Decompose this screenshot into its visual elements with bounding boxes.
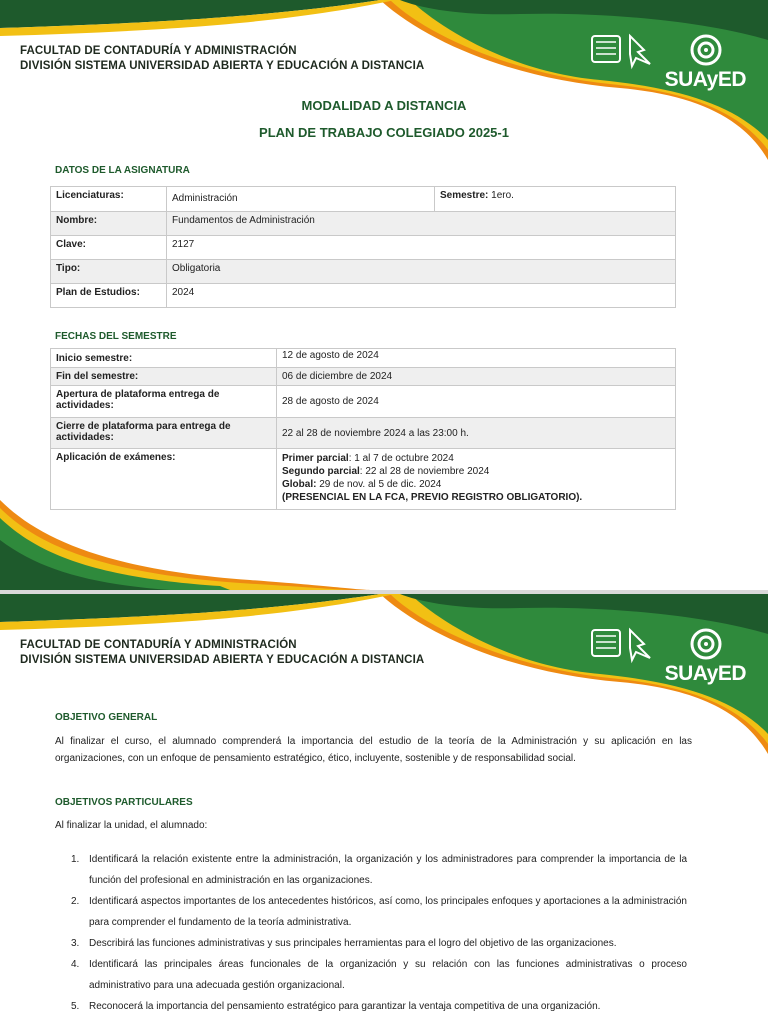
segundo-parcial-line — [282, 465, 670, 478]
list-item-number: 5. — [71, 1001, 80, 1012]
list-item-text: Reconocerá la importancia del pensamiento estratégico para garantizar la ventaja competitiva de una organización. — [89, 1001, 601, 1012]
segundo-value: : 22 al 28 de noviembre 2024 — [359, 466, 490, 477]
fin-label: Fin del semestre: — [51, 368, 277, 386]
list-item-text: Describirá las funciones administrativas y sus principales herramientas para el logro del objetivo de las organizaciones. — [89, 938, 617, 949]
fca-eagle-icon — [630, 630, 650, 660]
suayed-logo-text: SUAyED — [664, 68, 746, 91]
nombre-label: Nombre: — [51, 212, 167, 236]
cierre-value: 22 al 28 de noviembre 2024 a las 23:00 h. — [277, 418, 676, 449]
table-row — [51, 236, 676, 260]
apertura-label: Apertura de plataforma entrega de actividades: — [51, 386, 277, 418]
institution-line-2: DIVISIÓN SISTEMA UNIVERSIDAD ABIERTA Y EDUCACIÓN A DISTANCIA — [20, 654, 425, 666]
objetivo-general-text: Al finalizar el curso, el alumnado comprenderá la importancia del estudio de la teoría de la Administración y su aplicación en las organizaciones, con un enfoque de pensamiento estratégico, ético, incluyente, sostenible y de responsabilidad social. — [55, 736, 692, 764]
examenes-label: Aplicación de exámenes: — [51, 449, 277, 510]
list-item — [55, 849, 687, 891]
unam-shield-icon — [592, 36, 620, 62]
table-row — [51, 260, 676, 284]
apertura-value: 28 de agosto de 2024 — [277, 386, 676, 418]
list-item-number: 4. — [71, 959, 80, 970]
institution-line-1: FACULTAD DE CONTADURÍA Y ADMINISTRACIÓN — [20, 45, 297, 57]
plan-label: Plan de Estudios: — [51, 284, 167, 308]
list-item-number: 3. — [71, 938, 80, 949]
unam-shield-icon — [592, 630, 620, 656]
document-page-2 — [0, 594, 768, 1024]
inicio-label: Inicio semestre: — [51, 349, 277, 368]
primer-label: Primer parcial — [282, 453, 349, 464]
objetivos-intro: Al finalizar la unidad, el alumnado: — [55, 820, 208, 831]
table-row — [51, 418, 676, 449]
table-row — [51, 284, 676, 308]
fechas-section-title: FECHAS DEL SEMESTRE — [55, 331, 177, 342]
global-line — [282, 478, 670, 491]
fin-value: 06 de diciembre de 2024 — [277, 368, 676, 386]
global-value: 29 de nov. al 5 de dic. 2024 — [316, 479, 442, 490]
semestre-label: Semestre: — [440, 190, 489, 201]
semestre-value: 1ero. — [488, 190, 514, 201]
list-item-text: Identificará la relación existente entre la administración, la organización y los administradores para comprender la importancia de la función del profesional en administración en las organizaciones. — [89, 854, 687, 886]
datos-section-title: DATOS DE LA ASIGNATURA — [55, 165, 190, 176]
list-item-text: Identificará las principales áreas funcionales de la organización y su relación con las funciones administrativas o proceso administrativo para una adecuada gestión organizacional. — [89, 959, 687, 991]
inicio-value: 12 de agosto de 2024 — [277, 349, 676, 368]
table-row — [51, 212, 676, 236]
plan-title: PLAN DE TRABAJO COLEGIADO 2025-1 — [259, 125, 509, 140]
list-item-number: 2. — [71, 896, 80, 907]
licenciaturas-value: Administración — [167, 187, 435, 212]
footer-decoration — [0, 500, 768, 590]
fca-eagle-icon — [630, 36, 650, 66]
objetivos-particulares-title: OBJETIVOS PARTICULARES — [55, 797, 193, 808]
datos-table — [50, 186, 676, 308]
suayed-logo-text: SUAyED — [664, 662, 746, 685]
list-item-number: 1. — [71, 854, 80, 865]
tipo-label: Tipo: — [51, 260, 167, 284]
list-item — [55, 933, 687, 954]
tipo-value: Obligatoria — [167, 260, 676, 284]
plan-value: 2024 — [167, 284, 676, 308]
list-item — [55, 996, 687, 1017]
nombre-value: Fundamentos de Administración — [167, 212, 676, 236]
list-item — [55, 891, 687, 933]
semestre-cell — [435, 187, 676, 212]
cierre-label: Cierre de plataforma para entrega de actividades: — [51, 418, 277, 449]
table-row — [51, 349, 676, 368]
objetivos-list — [55, 849, 687, 1017]
clave-label: Clave: — [51, 236, 167, 260]
presencial-note-text: (PRESENCIAL EN LA FCA, PREVIO REGISTRO OBLIGATORIO). — [282, 492, 583, 503]
list-item — [55, 954, 687, 996]
segundo-label: Segundo parcial — [282, 466, 360, 477]
table-row — [51, 386, 676, 418]
suayed-logo-icon — [692, 36, 720, 64]
list-item-text: Identificará aspectos importantes de los antecedentes históricos, así como, los principales enfoques y aportaciones a la administración para comprender el fundamento de la teoría administrativa. — [89, 896, 687, 928]
primer-parcial-line — [282, 452, 670, 465]
table-row — [51, 368, 676, 386]
institution-line-2: DIVISIÓN SISTEMA UNIVERSIDAD ABIERTA Y EDUCACIÓN A DISTANCIA — [20, 60, 425, 72]
clave-value: 2127 — [167, 236, 676, 260]
institution-line-1: FACULTAD DE CONTADURÍA Y ADMINISTRACIÓN — [20, 639, 297, 651]
objetivo-general-title: OBJETIVO GENERAL — [55, 712, 158, 723]
primer-value: : 1 al 7 de octubre 2024 — [348, 453, 454, 464]
fechas-table — [50, 348, 676, 510]
suayed-logo-icon — [692, 630, 720, 658]
global-label: Global: — [282, 479, 317, 490]
modality-title: MODALIDAD A DISTANCIA — [301, 98, 467, 113]
table-row — [51, 187, 676, 212]
licenciaturas-label: Licenciaturas: — [51, 187, 167, 212]
